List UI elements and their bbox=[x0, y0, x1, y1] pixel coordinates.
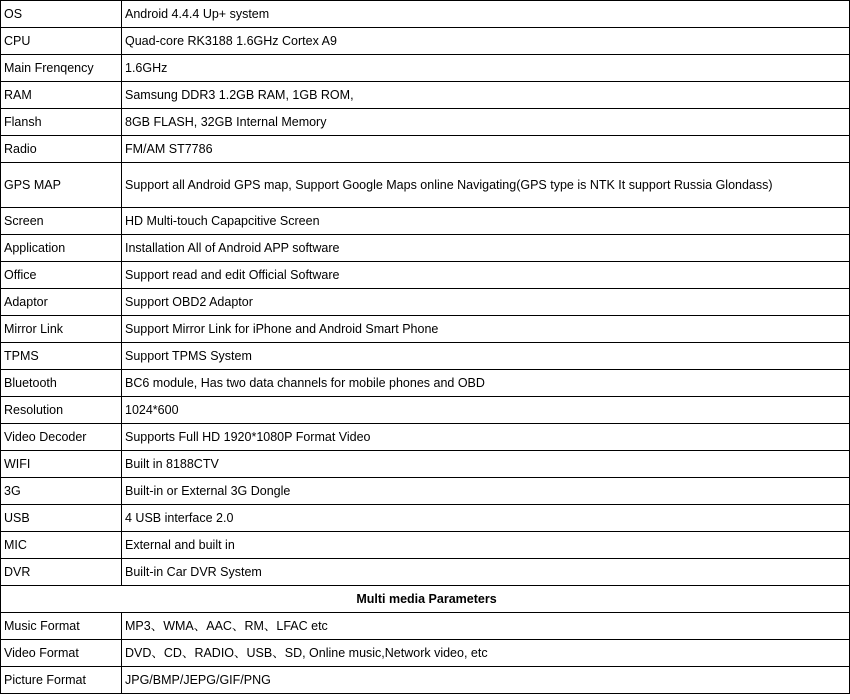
table-row bbox=[1, 613, 850, 640]
table-row bbox=[1, 289, 850, 316]
spec-label-gps-map: GPS MAP bbox=[1, 163, 122, 208]
spec-value-bluetooth: BC6 module, Has two data channels for mobile phones and OBD bbox=[122, 370, 850, 397]
spec-label-music-format: Music Format bbox=[1, 613, 122, 640]
spec-value-usb: 4 USB interface 2.0 bbox=[122, 505, 850, 532]
spec-label-mirror-link: Mirror Link bbox=[1, 316, 122, 343]
spec-value-video-format: DVD、CD、RADIO、USB、SD, Online music,Network video, etc bbox=[122, 640, 850, 667]
spec-label-bluetooth: Bluetooth bbox=[1, 370, 122, 397]
spec-value-mirror-link: Support Mirror Link for iPhone and Android Smart Phone bbox=[122, 316, 850, 343]
spec-label-resolution: Resolution bbox=[1, 397, 122, 424]
spec-label-tpms: TPMS bbox=[1, 343, 122, 370]
spec-value-video-decoder: Supports Full HD 1920*1080P Format Video bbox=[122, 424, 850, 451]
table-row bbox=[1, 82, 850, 109]
spec-label-3g: 3G bbox=[1, 478, 122, 505]
spec-value-radio: FM/AM ST7786 bbox=[122, 136, 850, 163]
table-row bbox=[1, 235, 850, 262]
spec-value-os: Android 4.4.4 Up+ system bbox=[122, 1, 850, 28]
table-row bbox=[1, 451, 850, 478]
spec-value-tpms: Support TPMS System bbox=[122, 343, 850, 370]
table-row bbox=[1, 55, 850, 82]
table-row bbox=[1, 559, 850, 586]
spec-value-resolution: 1024*600 bbox=[122, 397, 850, 424]
table-row bbox=[1, 667, 850, 694]
table-row bbox=[1, 316, 850, 343]
table-row bbox=[1, 262, 850, 289]
table-row bbox=[1, 136, 850, 163]
table-row bbox=[1, 397, 850, 424]
table-row bbox=[1, 343, 850, 370]
spec-value-adaptor: Support OBD2 Adaptor bbox=[122, 289, 850, 316]
section-header-row bbox=[1, 586, 850, 613]
spec-label-usb: USB bbox=[1, 505, 122, 532]
table-row bbox=[1, 505, 850, 532]
spec-label-video-format: Video Format bbox=[1, 640, 122, 667]
table-row bbox=[1, 478, 850, 505]
table-row bbox=[1, 208, 850, 235]
spec-label-flash: Flansh bbox=[1, 109, 122, 136]
spec-label-wifi: WIFI bbox=[1, 451, 122, 478]
spec-value-wifi: Built in 8188CTV bbox=[122, 451, 850, 478]
spec-label-screen: Screen bbox=[1, 208, 122, 235]
table-row bbox=[1, 424, 850, 451]
spec-label-radio: Radio bbox=[1, 136, 122, 163]
spec-value-dvr: Built-in Car DVR System bbox=[122, 559, 850, 586]
spec-value-flash: 8GB FLASH, 32GB Internal Memory bbox=[122, 109, 850, 136]
spec-value-music-format: MP3、WMA、AAC、RM、LFAC etc bbox=[122, 613, 850, 640]
spec-label-main-frequency: Main Frenqency bbox=[1, 55, 122, 82]
spec-value-picture-format: JPG/BMP/JEPG/GIF/PNG bbox=[122, 667, 850, 694]
spec-value-main-frequency: 1.6GHz bbox=[122, 55, 850, 82]
spec-value-mic: External and built in bbox=[122, 532, 850, 559]
spec-label-adaptor: Adaptor bbox=[1, 289, 122, 316]
spec-label-picture-format: Picture Format bbox=[1, 667, 122, 694]
table-row bbox=[1, 370, 850, 397]
spec-value-3g: Built-in or External 3G Dongle bbox=[122, 478, 850, 505]
spec-value-ram: Samsung DDR3 1.2GB RAM, 1GB ROM, bbox=[122, 82, 850, 109]
spec-value-office: Support read and edit Official Software bbox=[122, 262, 850, 289]
spec-value-cpu: Quad-core RK3188 1.6GHz Cortex A9 bbox=[122, 28, 850, 55]
spec-value-gps-map: Support all Android GPS map, Support Google Maps online Navigating(GPS type is NTK It support Russia Glondass) bbox=[122, 163, 850, 208]
spec-label-video-decoder: Video Decoder bbox=[1, 424, 122, 451]
spec-label-ram: RAM bbox=[1, 82, 122, 109]
spec-label-mic: MIC bbox=[1, 532, 122, 559]
spec-label-os: OS bbox=[1, 1, 122, 28]
table-row bbox=[1, 28, 850, 55]
table-row bbox=[1, 640, 850, 667]
table-row bbox=[1, 109, 850, 136]
spec-label-dvr: DVR bbox=[1, 559, 122, 586]
spec-value-application: Installation All of Android APP software bbox=[122, 235, 850, 262]
spec-label-cpu: CPU bbox=[1, 28, 122, 55]
section-title-multimedia: Multi media Parameters bbox=[1, 586, 850, 613]
table-row bbox=[1, 163, 850, 208]
spec-label-office: Office bbox=[1, 262, 122, 289]
spec-value-screen: HD Multi-touch Capapcitive Screen bbox=[122, 208, 850, 235]
table-row bbox=[1, 1, 850, 28]
spec-label-application: Application bbox=[1, 235, 122, 262]
table-row bbox=[1, 532, 850, 559]
